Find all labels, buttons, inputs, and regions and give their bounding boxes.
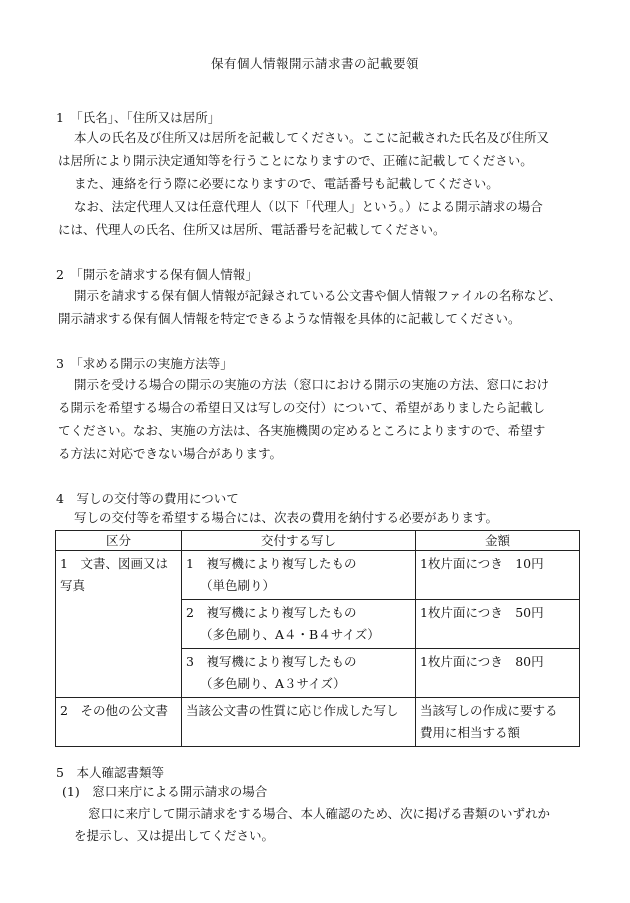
category-other: 2 その他の公文書	[56, 698, 182, 747]
section-2-line-1: 開示を請求する保有個人情報が記録されている公文書や個人情報ファイルの名称など、	[74, 288, 562, 303]
section-5-line-1: 窓口に来庁して開示請求をする場合、本人確認のため、次に掲げる書類のいずれか	[88, 806, 551, 821]
copy-type-other: 当該公文書の性質に応じ作成した写し	[182, 698, 416, 747]
copy-type-color-a4b4-line-2: （多色刷り、A４・B４サイズ）	[200, 627, 380, 642]
section-1-line-2: は居所により開示決定通知等を行うことになりますので、正確に記載してください。	[58, 153, 533, 168]
copy-type-color-a4b4-line-1: 2 複写機により複写したもの	[186, 605, 357, 620]
category-documents	[56, 551, 182, 698]
page-title: 保有個人情報開示請求書の記載要領	[210, 56, 419, 71]
section-1-heading: 1 「氏名」、「住所又は居所」	[56, 110, 221, 125]
copy-type-mono-line-1: 1 複写機により複写したもの	[186, 556, 357, 571]
section-4-heading: 4 写しの交付等の費用について	[56, 491, 239, 506]
copy-type-color-a3-line-2: （多色刷り、A３サイズ）	[200, 676, 346, 691]
section-5-subheading: (1) 窓口来庁による開示請求の場合	[62, 784, 268, 799]
section-3-line-2: る開示を希望する場合の希望日又は写しの交付）について、希望がありましたら記載し	[58, 400, 546, 415]
fee-table	[55, 530, 580, 747]
amount-other	[416, 698, 580, 747]
category-documents-line-1: 1 文書、図画又は	[60, 556, 168, 571]
copy-type-color-a4b4	[182, 600, 416, 649]
section-3-line-3: てください。なお、実施の方法は、各実施機関の定めるところによりますので、希望す	[58, 423, 546, 438]
table-row	[56, 698, 580, 747]
category-documents-line-2: 写真	[60, 578, 86, 593]
amount-other-line-1: 当該写しの作成に要する	[420, 703, 558, 718]
section-2-line-2: 開示請求する保有個人情報を特定できるような情報を具体的に記載してください。	[58, 311, 521, 326]
section-4-line-1: 写しの交付等を希望する場合には、次表の費用を納付する必要があります。	[74, 510, 499, 525]
section-3-heading: 3 「求める開示の実施方法等」	[56, 356, 233, 371]
amount-color-a4b4: 1枚片面につき 50円	[416, 600, 580, 649]
table-row	[56, 551, 580, 600]
copy-type-color-a3	[182, 649, 416, 698]
fee-table-header-row	[56, 531, 580, 551]
section-1-line-4: なお、法定代理人又は任意代理人（以下「代理人」という。）による開示請求の場合	[74, 199, 543, 214]
copy-type-mono	[182, 551, 416, 600]
copy-type-color-a3-line-1: 3 複写機により複写したもの	[186, 654, 357, 669]
header-amount: 金額	[416, 531, 580, 551]
section-3-line-1: 開示を受ける場合の開示の実施の方法（窓口における開示の実施の方法、窓口におけ	[74, 377, 550, 392]
copy-type-mono-line-2: （単色刷り）	[200, 578, 276, 593]
header-category: 区分	[56, 531, 182, 551]
section-2-heading: 2 「開示を請求する保有個人情報」	[56, 267, 258, 282]
section-5-line-2: を提示し、又は提出してください。	[74, 828, 275, 843]
section-1-line-1: 本人の氏名及び住所又は居所を記載してください。ここに記載された氏名及び住所又	[74, 130, 550, 145]
section-1-line-5: には、代理人の氏名、住所又は居所、電話番号を記載してください。	[58, 222, 446, 237]
amount-other-line-2: 費用に相当する額	[420, 725, 521, 740]
amount-mono: 1枚片面につき 10円	[416, 551, 580, 600]
section-1-line-3: また、連絡を行う際に必要になりますので、電話番号も記載してください。	[74, 176, 499, 191]
header-copy-type: 交付する写し	[182, 531, 416, 551]
section-3-line-4: る方法に対応できない場合があります。	[58, 446, 283, 461]
section-5-heading: 5 本人確認書類等	[56, 765, 164, 780]
amount-color-a3: 1枚片面につき 80円	[416, 649, 580, 698]
